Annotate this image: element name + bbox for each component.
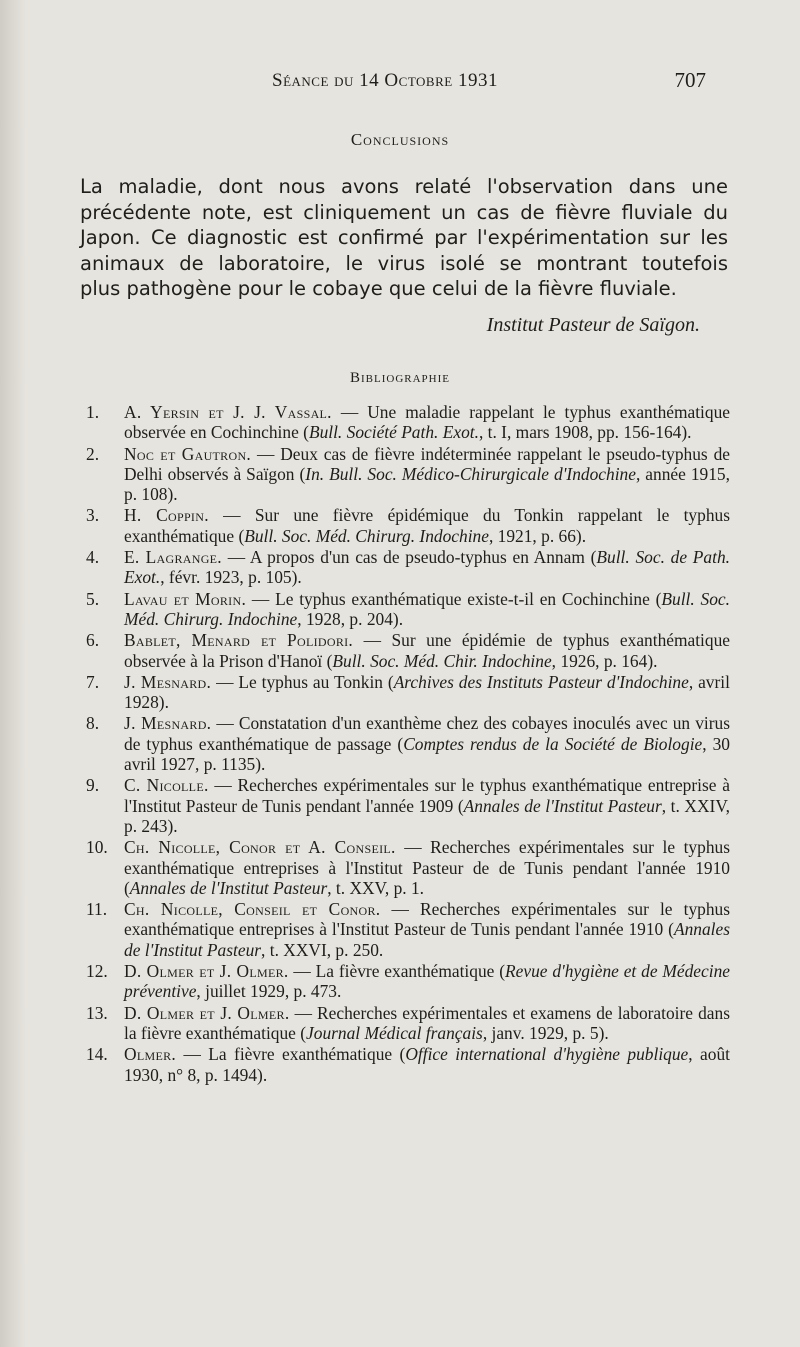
entry-reference: Revue d'hygiène et de Médecine préventive [124, 961, 730, 1002]
bibliography-entry [86, 402, 730, 443]
entry-authors: J. Mesnard. [124, 713, 212, 734]
page-edge-shadow [0, 0, 26, 1347]
bibliography-heading: Bibliographie [350, 370, 450, 386]
entry-number: 13. [86, 1002, 108, 1023]
entry-details: , t. XXVI, p. 250. [261, 939, 384, 960]
conclusions-paragraph [80, 174, 728, 302]
entry-authors: D. Olmer et J. Olmer. [124, 961, 289, 982]
entry-text: — Sur une fièvre épidémique du Tonkin rappelant le typhus exanthématique ( [124, 505, 730, 546]
entry-number: 6. [86, 630, 100, 651]
paragraph-line: Japon. Ce diagnostic est confirmé par l'expérimentation sur les [80, 226, 728, 250]
bibliography-entry [86, 630, 730, 671]
bibliography-entry [86, 547, 730, 588]
entry-reference: Archives des Instituts Pasteur d'Indochine [393, 671, 689, 692]
entry-details: , 30 avril 1927, p. 1135). [124, 733, 730, 775]
entry-text: — Recherches expérimentales sur le typhus exanthématique entreprises à l'Institut Pasteur de Tunis pendant l'année 1910 ( [124, 899, 730, 940]
entry-details: , t. XXIV, p. 243). [124, 795, 731, 836]
entry-authors: Ch. Nicolle, Conor et A. Conseil. [124, 837, 396, 858]
paragraph-line: animaux de laboratoire, le virus isolé se montrant toutefois [80, 251, 728, 275]
entry-details: , année 1915, p. 108). [124, 463, 730, 505]
bibliography-entry [86, 961, 730, 1002]
entry-number: 2. [86, 443, 100, 464]
entry-number: 7. [86, 671, 100, 692]
entry-text: — Recherches expérimentales et examens de laboratoire dans la fièvre exanthématique ( [124, 1002, 730, 1043]
paragraph-line: précédente note, est cliniquement un cas de fièvre fluviale du [80, 200, 728, 224]
entry-number: 1. [86, 402, 100, 422]
entry-reference: Bull. Soc. Méd. Chirurg. Indochine [244, 525, 489, 546]
bibliography-entry [86, 899, 730, 960]
entry-text: — La fièvre exanthématique ( [176, 1044, 406, 1065]
entry-reference: Journal Médical français [306, 1022, 483, 1043]
entry-reference: Bull. Soc. Méd. Chir. Indochine [332, 650, 552, 671]
bibliography-entry [86, 589, 730, 630]
entry-authors: C. Nicolle. [124, 775, 209, 796]
entry-number: 3. [86, 505, 100, 526]
entry-reference: Bull. Société Path. Exot. [308, 422, 479, 443]
bibliography-entry [86, 837, 730, 898]
bibliography-list [86, 402, 730, 1086]
page-header [0, 68, 800, 98]
entry-authors: Noc et Gautron. [124, 443, 252, 464]
entry-authors: A. Yersin et J. J. Vassal. [124, 402, 332, 422]
entry-number: 4. [86, 547, 100, 568]
bibliography-entry [86, 713, 730, 774]
entry-reference: Bull. Soc. de Path. Exot. [124, 547, 731, 588]
entry-number: 5. [86, 588, 100, 609]
entry-authors: Olmer. [124, 1044, 177, 1065]
entry-details: , août 1930, n° 8, p. 1494). [124, 1044, 730, 1085]
entry-reference: Office international d'hygiène publique [405, 1044, 689, 1065]
entry-authors: J. Mesnard. [124, 671, 212, 692]
entry-number: 8. [86, 713, 100, 734]
entry-authors: Ch. Nicolle, Conseil et Conor. [124, 899, 381, 920]
entry-number: 14. [86, 1044, 108, 1065]
running-head: Séance du 14 Octobre 1931 [272, 70, 498, 91]
entry-details: , juillet 1929, p. 473. [196, 981, 342, 1002]
entry-authors: E. Lagrange. [124, 547, 222, 568]
entry-authors: Bablet, Menard et Polidori. [124, 630, 354, 651]
entry-text: — Constatation d'un exanthème chez des cobayes inoculés avec un virus de typhus exanthématique de passage ( [124, 713, 730, 754]
entry-authors: Lavau et Morin. [124, 588, 247, 609]
entry-details: , 1928, p. 204). [297, 608, 404, 629]
bibliography-entry [86, 1003, 730, 1044]
entry-reference: Annales de l'Institut Pasteur [463, 795, 662, 816]
entry-details: , janv. 1929, p. 5). [482, 1022, 609, 1043]
entry-text: — A propos d'un cas de pseudo-typhus en Annam ( [221, 547, 597, 568]
bibliography-entry [86, 505, 730, 546]
entry-details: , 1921, p. 66). [488, 525, 587, 546]
entry-text: — Le typhus exanthématique existe-t-il en Cochinchine ( [246, 588, 662, 609]
entry-reference: Annales de l'Institut Pasteur [124, 919, 730, 960]
page-number: 707 [674, 68, 706, 92]
entry-details: , 1926, p. 164). [551, 650, 658, 671]
entry-reference: In. Bull. Soc. Médico-Chirurgicale d'Indochine [305, 463, 636, 484]
bibliography-entry [86, 1044, 730, 1085]
conclusions-heading: Conclusions [350, 130, 450, 149]
entry-text: — Recherches expérimentales sur le typhus exanthématique entreprise à l'Institut Pasteur de Tunis pendant l'année 1909 ( [124, 775, 730, 816]
bibliography-entry [86, 775, 730, 836]
entry-text: — Une maladie rappelant le typhus exanthématique observée en Cochinchine ( [124, 402, 731, 443]
entry-reference: Comptes rendus de la Société de Biologie [403, 733, 703, 754]
bibliography-entry [86, 444, 730, 505]
entry-number: 11. [86, 899, 108, 920]
entry-text: — Recherches expérimentales sur le typhus exanthématique entreprises à l'Institut Pasteur de de Tunis pendant l'année 1910 ( [124, 837, 730, 898]
entry-text: — Deux cas de fièvre indéterminée rappelant le pseudo-typhus de Delhi observés à Saïgon ( [124, 443, 730, 484]
entry-number: 10. [86, 837, 108, 858]
entry-details: , t. XXV, p. 1. [327, 877, 425, 898]
entry-number: 9. [86, 775, 100, 796]
paragraph-line: plus pathogène pour le cobaye que celui de la fièvre fluviale. [80, 277, 677, 301]
entry-authors: D. Olmer et J. Olmer. [124, 1002, 290, 1023]
paragraph-line: La maladie, dont nous avons relaté l'observation dans une [80, 175, 728, 198]
bibliography-entry [86, 672, 730, 713]
entry-reference: Bull. Soc. Méd. Chirurg. Indochine [124, 588, 730, 629]
entry-authors: H. Coppin. [124, 505, 209, 526]
entry-reference: Annales de l'Institut Pasteur [129, 877, 328, 898]
entry-details: , févr. 1923, p. 105). [160, 567, 302, 588]
entry-details: , t. I, mars 1908, pp. 156-164). [478, 422, 692, 443]
entry-number: 12. [86, 961, 108, 982]
institution-signature: Institut Pasteur de Saïgon. [486, 314, 700, 336]
entry-text: — La fièvre exanthématique ( [288, 961, 506, 982]
entry-text: — Sur une épidémie de typhus exanthématique observée à la Prison d'Hanoï ( [124, 630, 730, 671]
entry-text: — Le typhus au Tonkin ( [211, 671, 394, 692]
entry-details: , avril 1928). [124, 671, 730, 713]
